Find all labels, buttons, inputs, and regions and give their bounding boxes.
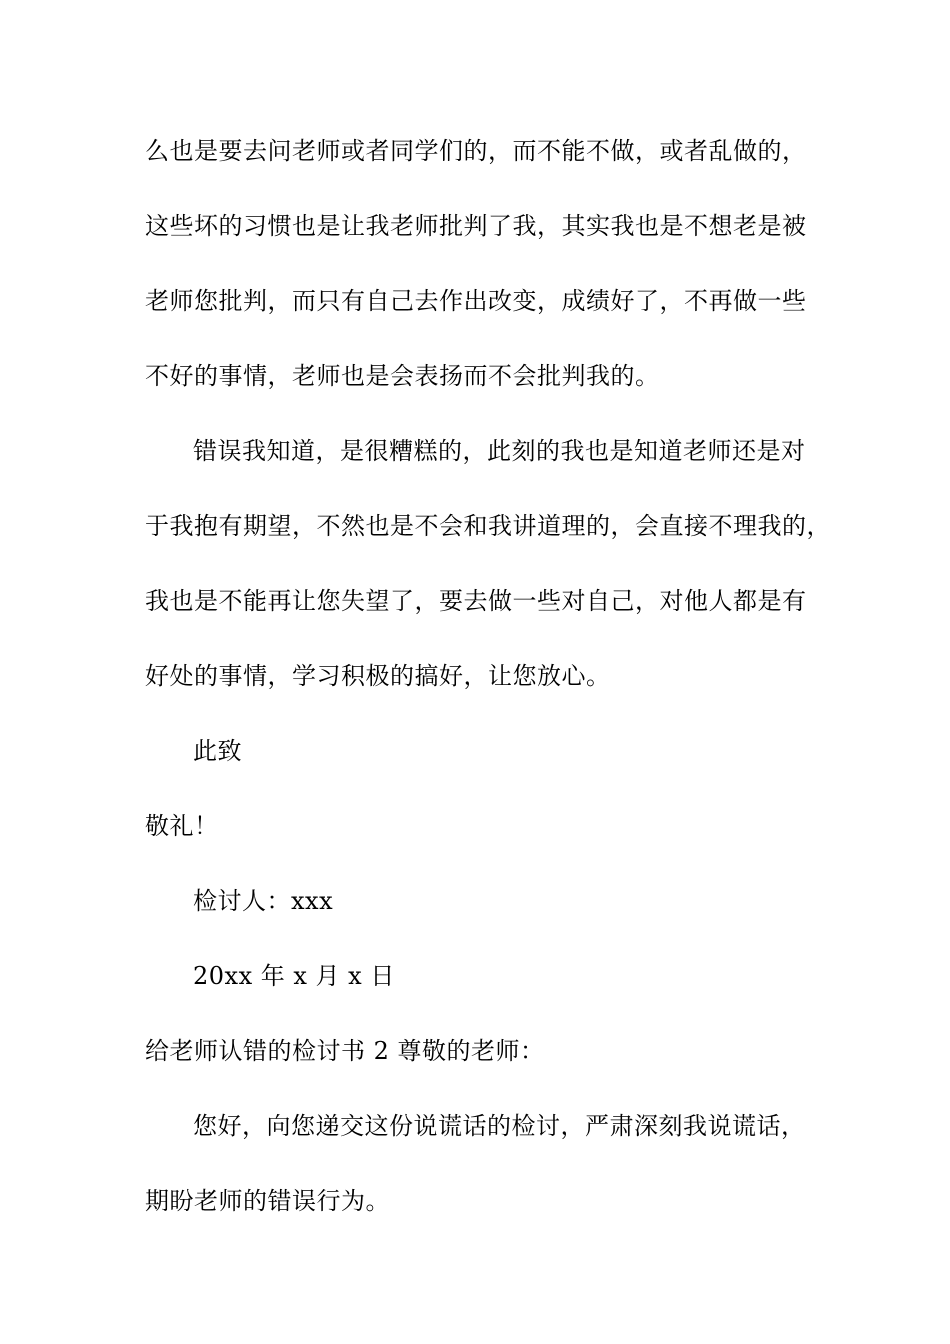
paragraph-line: 期盼老师的错误行为。 <box>145 1187 390 1215</box>
paragraph-line: 这些坏的习惯也是让我老师批判了我，其实我也是不想老是被 <box>145 212 807 240</box>
paragraph-line: 不好的事情，老师也是会表扬而不会批判我的。 <box>145 362 660 390</box>
section-heading: 给老师认错的检讨书 2 尊敬的老师： <box>145 1037 545 1065</box>
paragraph-line: 老师您批判，而只有自己去作出改变，成绩好了，不再做一些 <box>145 287 807 315</box>
signature-date: 20xx 年 x 月 x 日 <box>193 962 395 990</box>
signature-author: 检讨人：xxx <box>193 887 334 915</box>
paragraph-line: 您好，向您递交这份说谎话的检讨，严肃深刻我说谎话， <box>193 1112 806 1140</box>
closing-salutation: 此致 <box>193 737 242 765</box>
paragraph-line: 么也是要去问老师或者同学们的，而不能不做，或者乱做的， <box>145 137 807 165</box>
paragraph-line: 错误我知道，是很糟糕的，此刻的我也是知道老师还是对 <box>193 437 806 465</box>
paragraph-line: 好处的事情，学习积极的搞好，让您放心。 <box>145 662 611 690</box>
paragraph-line: 于我抱有期望，不然也是不会和我讲道理的，会直接不理我的， <box>145 512 831 540</box>
paragraph-line: 我也是不能再让您失望了，要去做一些对自己，对他人都是有 <box>145 587 807 615</box>
closing-regards: 敬礼！ <box>145 812 219 840</box>
